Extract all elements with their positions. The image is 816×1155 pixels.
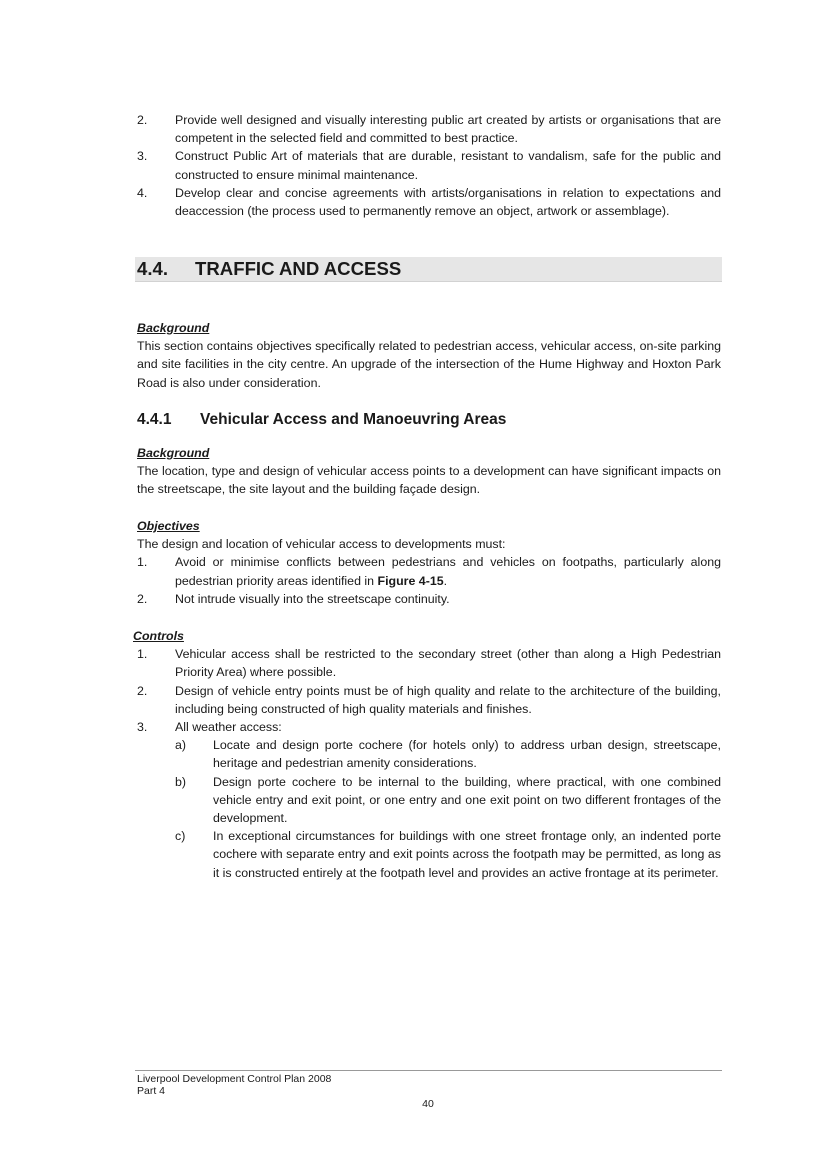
footer [137, 1073, 331, 1097]
sub-list-item: b) Design porte cochere to be internal to the building, where practical, with one combined vehicle entry and exit point, or one entry and one exit point on two different frontages of the development. [175, 774, 721, 826]
subsection-heading [137, 411, 507, 429]
subsection-number: 4.4.1 [137, 411, 172, 428]
objectives-lead: The design and location of vehicular access to developments must: [137, 537, 506, 552]
list-item: 3. Construct Public Art of materials that are durable, resistant to vandalism, safe for the public and constructed to ensure minimal maintenance. [137, 149, 721, 182]
background-heading: Background [137, 446, 210, 460]
intro-background [137, 319, 721, 392]
section-number: 4.4. [137, 258, 169, 279]
figure-reference: Figure 4-15 [377, 573, 444, 588]
list-item: 3. All weather access: a) Locate and design porte cochere (for hotels only) to address urban design, streetscape, heritage and pedestrian amenity considerations. b) Design porte cochere to be internal to the building, where practical, with one combined vehicle entry and exit point, or one entry and one exit point on two different frontages of the development. c) In exceptional circumstances for buildings with one street frontage only, an indented porte cochere with separate entry and exit points across the footpath may be permitted, as long as it is constructed entirely at the footpath level and provides an active frontage at its perimeter. [137, 718, 721, 882]
intro-background-heading: Background [137, 321, 210, 335]
subsection-title: Vehicular Access and Manoeuvring Areas [200, 411, 507, 428]
list-item: 2. Provide well designed and visually interesting public art created by artists or organisations that are competent in the selected field and committed to best practice. [137, 113, 721, 146]
list-item: 1. Vehicular access shall be restricted to the secondary street (other than along a High Pedestrian Priority Area) where possible. [137, 647, 721, 680]
footer-document-title: Liverpool Development Control Plan 2008 [137, 1073, 332, 1085]
list-item: 4. Develop clear and concise agreements with artists/organisations in relation to expectations and deaccession (the process used to permanently remove an object, artwork or assemblage). [137, 185, 721, 219]
section-title: TRAFFIC AND ACCESS [195, 258, 402, 279]
controls-section [133, 627, 721, 882]
public-art-list [137, 111, 721, 220]
controls-heading: Controls [133, 629, 184, 643]
list-item: 2. Design of vehicle entry points must be of high quality and relate to the architecture of the building, including being constructed of high quality materials and finishes. [137, 683, 721, 716]
background-text: The location, type and design of vehicular access points to a development can have significant impacts on the streetscape, the site layout and the building façade design. [137, 464, 721, 497]
objectives-section [137, 517, 721, 608]
intro-background-text: This section contains objectives specifically related to pedestrian access, vehicular access, on-site parking and site facilities in the city centre. An upgrade of the intersection of the Hume Highway and Hoxton Park Road is also under consideration. [137, 339, 721, 390]
footer-part: Part 4 [137, 1085, 166, 1097]
list-item: 1. Avoid or minimise conflicts between pedestrians and vehicles on footpaths, particularly along pedestrian priority areas identified in Figure 4-15. [137, 555, 721, 588]
page-number: 40 [422, 1098, 434, 1110]
list-item: 2. Not intrude visually into the streetscape continuity. [137, 591, 450, 606]
background-section [137, 444, 721, 499]
section-heading [135, 257, 722, 282]
objectives-heading: Objectives [137, 519, 200, 533]
footer-divider [135, 1070, 722, 1071]
sub-list-item: c) In exceptional circumstances for buildings with one street frontage only, an indented porte cochere with separate entry and exit points across the footpath may be permitted, as long as it is constructed entirely at the footpath level and provides an active frontage at its perimeter. [175, 829, 721, 880]
sub-list-item: a) Locate and design porte cochere (for hotels only) to address urban design, streetscape, heritage and pedestrian amenity considerations. [175, 738, 721, 771]
